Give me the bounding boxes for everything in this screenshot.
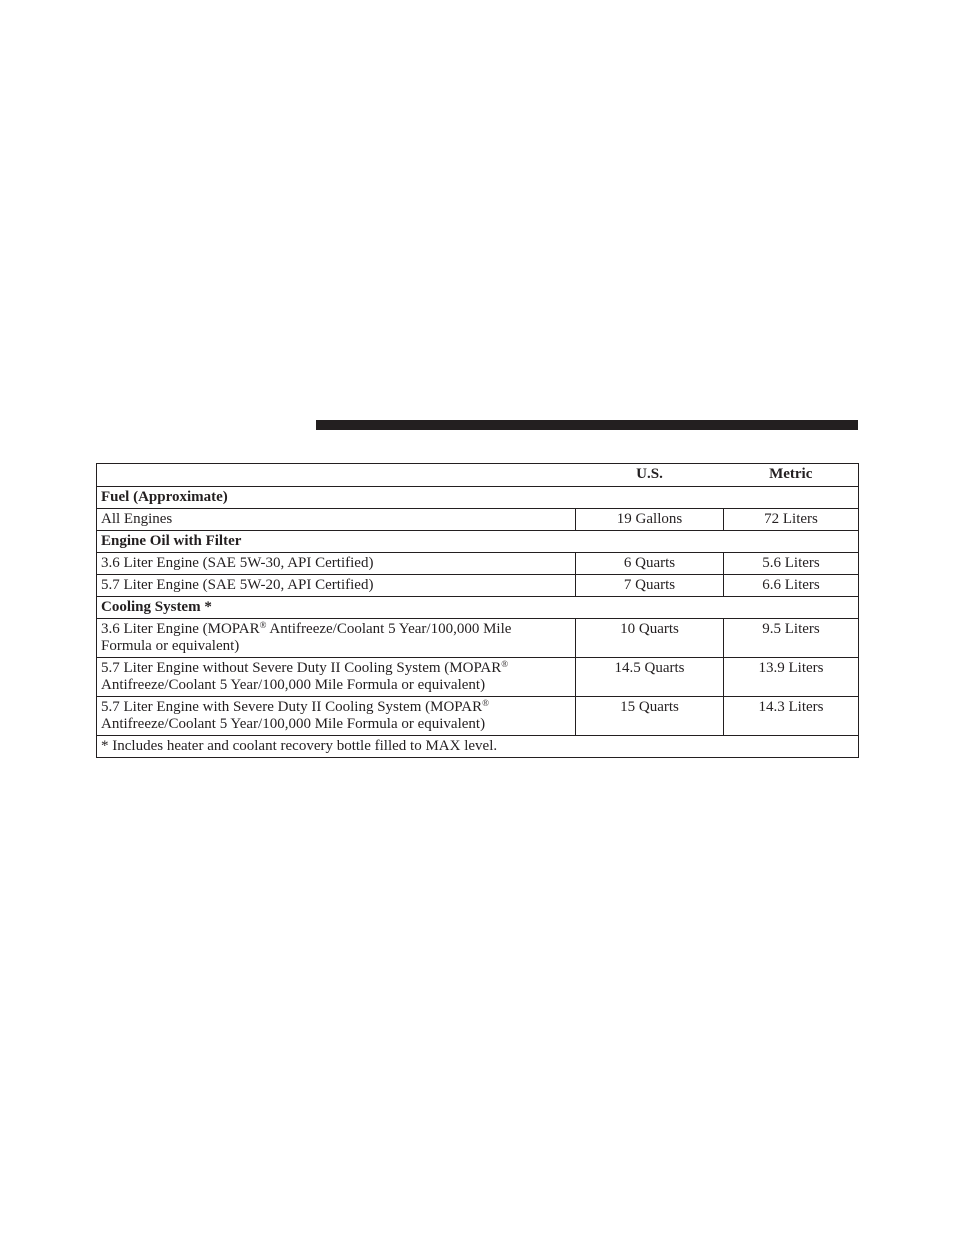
table-row: [97, 575, 859, 597]
registered-mark: ®: [259, 620, 267, 630]
desc-text: 3.6 Liter Engine (MOPAR: [101, 621, 260, 637]
footnote: * Includes heater and coolant recovery bottle filled to MAX level.: [97, 736, 859, 758]
column-header-us: U.S.: [576, 464, 724, 487]
footnote-row: [97, 736, 859, 758]
row-metric-value: 6.6 Liters: [724, 575, 859, 597]
row-us-value: 15 Quarts: [576, 697, 724, 736]
table-row: [97, 619, 859, 658]
row-us-value: 10 Quarts: [576, 619, 724, 658]
row-metric-value: 13.9 Liters: [724, 658, 859, 697]
column-header-metric: Metric: [724, 464, 859, 487]
fluid-capacities-table: [96, 463, 859, 758]
desc-text: Antifreeze/Coolant 5 Year/100,000 Mile: [266, 621, 512, 637]
row-description: 3.6 Liter Engine (SAE 5W-30, API Certified): [97, 553, 576, 575]
table-row: [97, 553, 859, 575]
section-title: Fuel (Approximate): [97, 487, 859, 509]
desc-text-line2: Formula or equivalent): [101, 638, 240, 654]
table-header-row: [97, 464, 859, 487]
desc-text: 5.7 Liter Engine without Severe Duty II Cooling System (MOPAR: [101, 660, 502, 676]
section-title: Engine Oil with Filter: [97, 531, 859, 553]
row-metric-value: 9.5 Liters: [724, 619, 859, 658]
section-row-cooling-system: [97, 597, 859, 619]
row-description: [97, 697, 576, 736]
row-description: [97, 658, 576, 697]
registered-mark: ®: [482, 698, 489, 708]
desc-text-line2: Antifreeze/Coolant 5 Year/100,000 Mile Formula or equivalent): [101, 677, 486, 693]
desc-text-line2: Antifreeze/Coolant 5 Year/100,000 Mile Formula or equivalent): [101, 716, 486, 732]
table-row: [97, 697, 859, 736]
row-description: [97, 619, 576, 658]
table-row: [97, 658, 859, 697]
section-row-engine-oil: [97, 531, 859, 553]
row-metric-value: 5.6 Liters: [724, 553, 859, 575]
row-us-value: 19 Gallons: [576, 509, 724, 531]
desc-text: 5.7 Liter Engine with Severe Duty II Cooling System (MOPAR: [101, 699, 483, 715]
row-us-value: 7 Quarts: [576, 575, 724, 597]
row-us-value: 14.5 Quarts: [576, 658, 724, 697]
row-description: All Engines: [97, 509, 576, 531]
section-row-fuel: [97, 487, 859, 509]
table-row: [97, 509, 859, 531]
registered-mark: ®: [501, 659, 509, 669]
section-title: Cooling System *: [97, 597, 859, 619]
section-header-bar: [316, 420, 858, 430]
row-description: 5.7 Liter Engine (SAE 5W-20, API Certified): [97, 575, 576, 597]
row-metric-value: 14.3 Liters: [724, 697, 859, 736]
row-metric-value: 72 Liters: [724, 509, 859, 531]
row-us-value: 6 Quarts: [576, 553, 724, 575]
header-blank-cell: [97, 464, 576, 487]
